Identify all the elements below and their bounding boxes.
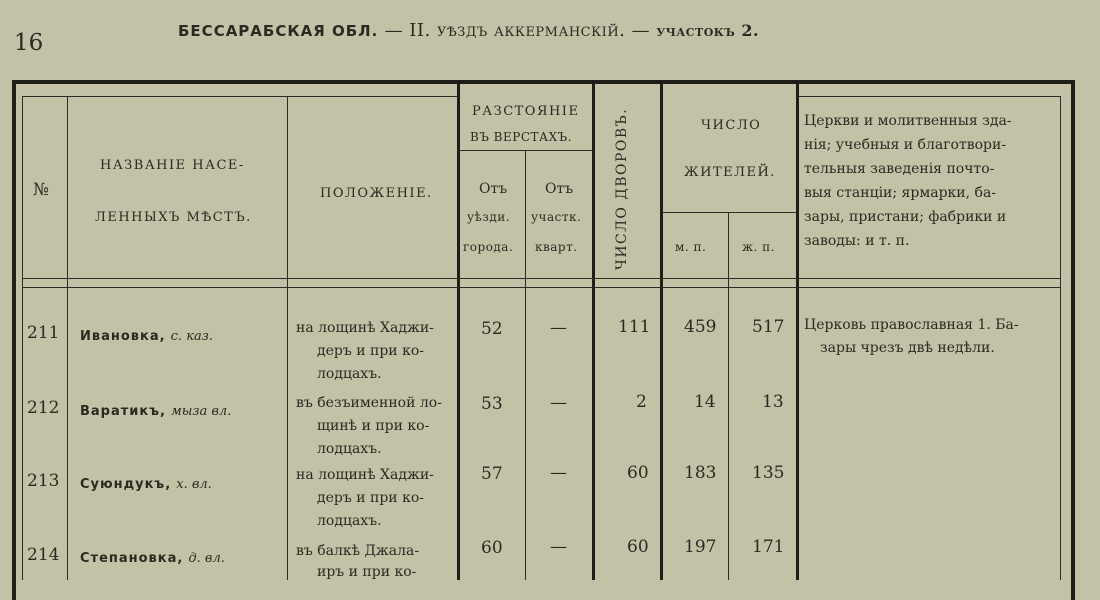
settlement-name: Степановка, д. вл. [80,551,225,566]
residents-male: 14 [694,392,716,412]
header-notes-line: выя станціи; ярмарки, ба- [804,185,997,201]
residents-female: 13 [762,392,784,412]
position-line: лодцахъ. [317,366,382,382]
residents-male: 197 [684,537,717,557]
header-households: ЧИСЛО ДВОРОВЪ. [614,107,630,270]
position-line: деръ и при ко- [317,343,424,359]
position-line: щинѣ и при ко- [317,418,430,434]
header-name-line1: НАЗВАНІЕ НАСЕ- [100,158,245,173]
residents-female: 517 [752,317,785,337]
page-number: 16 [14,30,44,56]
position-line: въ балкѣ Джала- [296,543,420,559]
residents-male: 183 [684,463,717,483]
distance-city: 57 [481,464,503,484]
header-distance-line2: ВЪ ВЕРСТАХЪ. [470,130,572,144]
distance-station: — [550,463,567,483]
households: 60 [627,463,649,483]
position-line: на лощинѣ Хаджи- [296,467,434,483]
distance-city: 60 [481,538,503,558]
position-line: лодцахъ. [317,441,382,457]
header-dist-city-line3: города. [463,240,514,254]
header-dist-station-line1: Отъ [545,181,574,197]
column-rule [457,84,460,580]
header-dist-station-line3: кварт. [535,240,578,254]
header-residents-line1: ЧИСЛО [701,118,762,133]
header-bottom-rule [22,287,1061,288]
header-dist-city-line2: уѣзди. [467,210,511,224]
position-line: въ безъименной ло- [296,395,442,411]
column-rule [660,84,663,580]
header-top-rule [799,96,1061,97]
residents-male: 459 [684,317,717,337]
residents-female: 171 [752,537,785,557]
column-rule [592,84,595,580]
position-line: иръ и при ко- [317,564,417,580]
distance-subheader-rule [460,150,592,151]
header-notes-line: зары, пристани; фабрики и [804,209,1007,225]
header-distance-line1: РАЗСТОЯНІЕ [472,104,580,119]
header-dash: — [378,20,410,41]
header-male: м. п. [675,240,707,254]
column-rule [1060,96,1061,580]
header-district: II. уѣздъ аккерманскій. [409,20,626,41]
header-notes-line: Церкви и молитвенныя зда- [804,113,1012,129]
header-female: ж. п. [742,240,775,254]
header-region: БЕССАРАБСКАЯ ОБЛ. [178,22,379,40]
header-dist-city-line1: Отъ [479,181,508,197]
notes-line: зары чрезъ двѣ недѣли. [820,340,995,356]
column-rule [728,212,729,580]
column-rule [287,96,288,580]
settlement-name: Ивановка, с. каз. [80,329,213,344]
header-section: участокъ 2. [656,21,760,40]
households: 111 [618,317,651,337]
running-header [178,20,759,41]
header-notes-line: нія; учебныя и благотвори- [804,137,1007,153]
row-number: 214 [27,545,60,565]
column-rule [796,84,799,580]
households: 2 [636,392,647,412]
distance-city: 53 [481,394,503,414]
notes-line: Церковь православная 1. Ба- [804,317,1019,333]
residents-subheader-rule [663,212,796,213]
header-dash: — [625,20,657,41]
header-dist-station-line2: участк. [531,210,582,224]
position-line: на лощинѣ Хаджи- [296,320,434,336]
distance-station: — [550,537,567,557]
distance-station: — [550,318,567,338]
header-bottom-rule [22,278,1061,279]
column-rule [525,150,526,580]
header-residents-line2: ЖИТЕЛЕЙ. [684,165,776,180]
row-number: 211 [27,323,60,343]
row-number: 213 [27,471,60,491]
row-number: 212 [27,398,60,418]
distance-city: 52 [481,319,503,339]
header-number: № [33,180,50,200]
header-notes-line: заводы: и т. п. [804,233,910,249]
settlement-name: Варатикъ, мыза вл. [80,404,232,419]
position-line: деръ и при ко- [317,490,424,506]
header-top-rule [22,96,457,97]
header-notes-line: тельныя заведенія почто- [804,161,995,177]
distance-station: — [550,393,567,413]
header-name-line2: ЛЕННЫХЪ МѢСТЪ. [95,210,252,225]
households: 60 [627,537,649,557]
position-line: лодцахъ. [317,513,382,529]
header-position: ПОЛОЖЕНІЕ. [320,186,433,201]
residents-female: 135 [752,463,785,483]
column-rule [22,96,23,580]
column-rule [67,96,68,580]
settlement-name: Суюндукъ, х. вл. [80,477,212,492]
